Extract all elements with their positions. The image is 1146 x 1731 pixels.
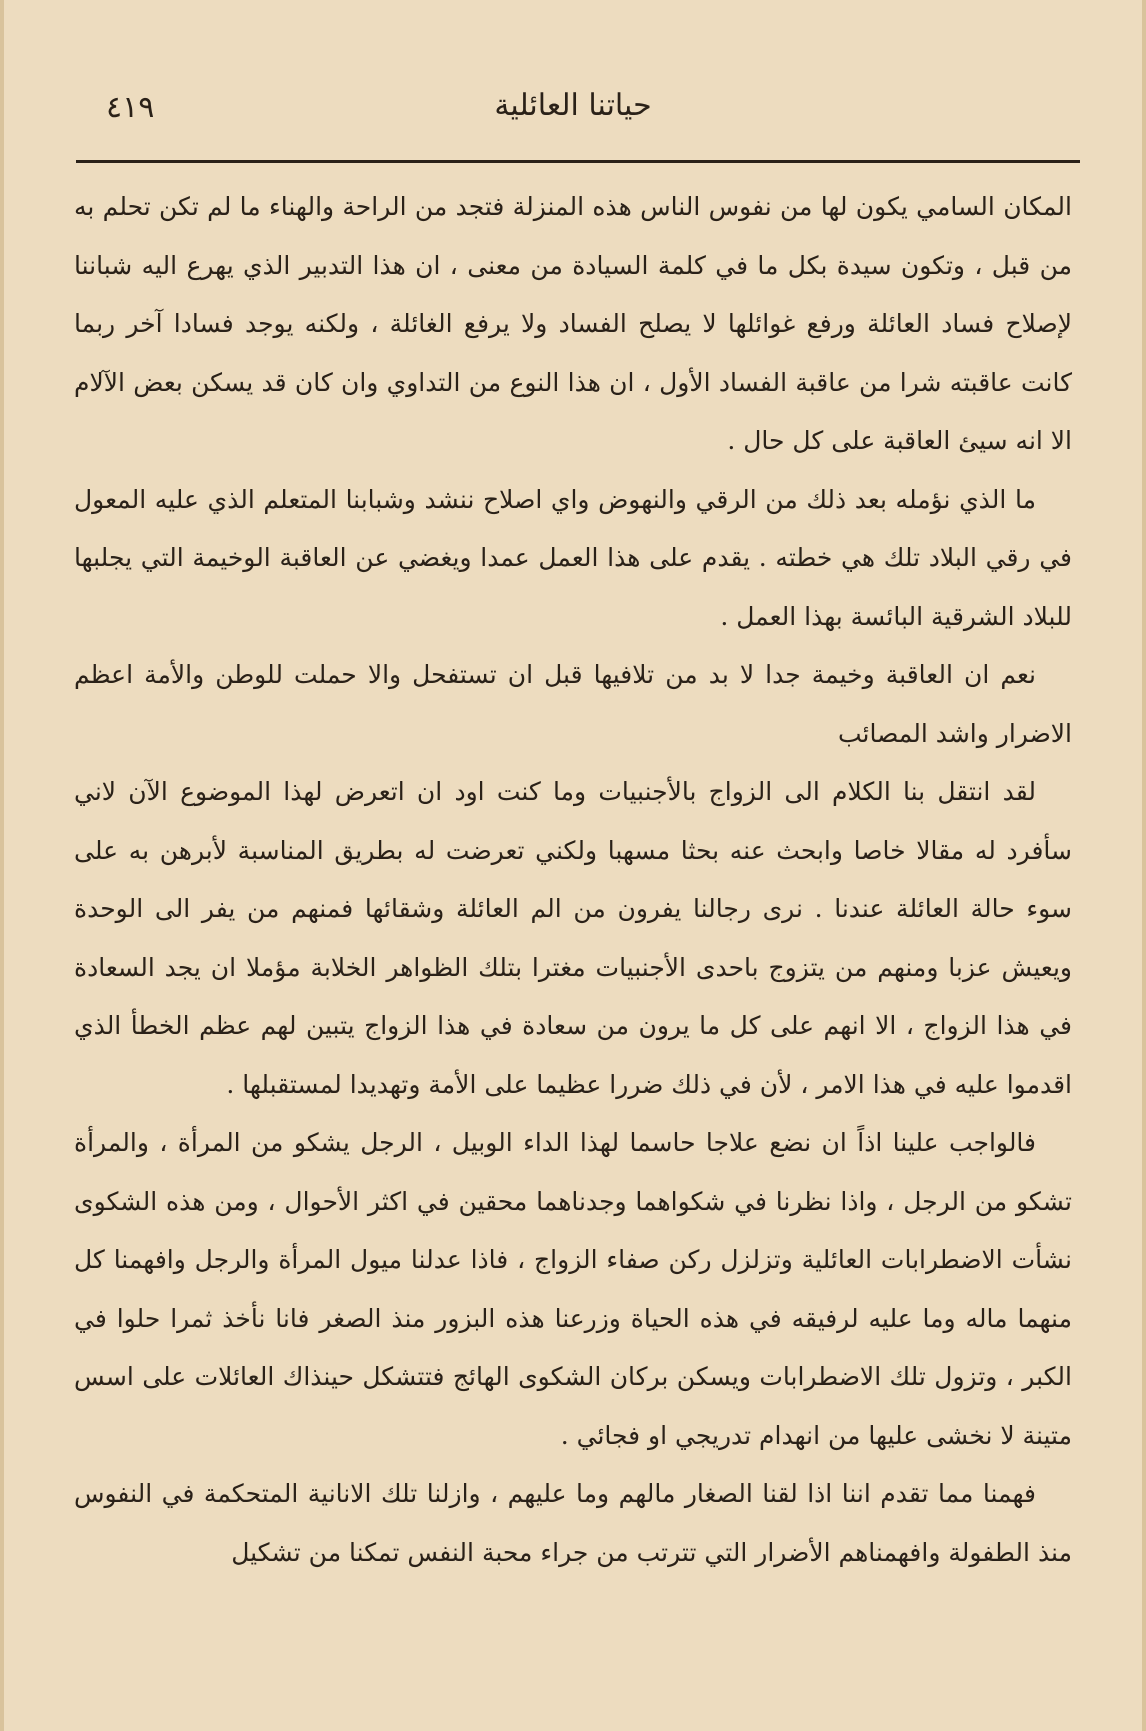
body-text: [74, 178, 1072, 1582]
running-header: [76, 88, 1070, 148]
page-number: ٤١٩: [106, 90, 155, 125]
paragraph: فهمنا مما تقدم اننا اذا لقنا الصغار مالهم وما عليهم ، وازلنا تلك الانانية المتحكمة في النفوس منذ الطفولة وافهمناهم الأضرار التي تترتب من جراء محبة النفس تمكنا من تشكيل: [74, 1479, 1072, 1567]
paragraph: المكان السامي يكون لها من نفوس الناس هذه المنزلة فتجد من الراحة والهناء ما لم تكن تحلم به من قبل ، وتكون سيدة بكل ما في كلمة السيادة من معنى ، ان هذا التدبير الذي يهرع اليه شباننا لإصلاح فساد العائلة ورفع غوائلها لا يصلح الفساد ولا يرفع الغائلة ، ولكنه يوجد فسادا آخر ربما كانت عاقبته شرا من عاقبة الفساد الأول ، ان هذا النوع من التداوي وان كان قد يسكن بعض الآلام الا انه سيئ العاقبة على كل حال .: [74, 192, 1072, 455]
running-title: حياتنا العائلية: [494, 88, 652, 123]
paragraph: ما الذي نؤمله بعد ذلك من الرقي والنهوض واي اصلاح ننشد وشبابنا المتعلم الذي عليه المعول في رقي البلاد تلك هي خطته . يقدم على هذا العمل عمدا ويغضي عن العاقبة الوخيمة التي يجلبها للبلاد الشرقية البائسة بهذا العمل .: [74, 484, 1072, 631]
paragraph: لقد انتقل بنا الكلام الى الزواج بالأجنبيات وما كنت اود ان اتعرض لهذا الموضوع الآن لاني سأفرد له مقالا خاصا وابحث عنه بحثا مسهبا ولكني تعرضت له بطريق المناسبة لأبرهن به على سوء حالة العائلة عندنا . نرى رجالنا يفرون من الم العائلة وشقائها فمنهم من يفر الى الوحدة ويعيش عزبا ومنهم من يتزوج باحدى الأجنبيات مغترا بتلك الظواهر الخلابة مؤملا ان يجد السعادة في هذا الزواج ، الا انهم على كل ما يرون من سعادة في هذا الزواج يتبين لهم عظم الخطأ الذي اقدموا عليه في هذا الامر ، لأن في ذلك ضررا عظيما على الأمة وتهديدا لمستقبلها .: [74, 777, 1072, 1099]
header-rule: [76, 160, 1080, 163]
paragraph: فالواجب علينا اذاً ان نضع علاجا حاسما لهذا الداء الوبيل ، الرجل يشكو من المرأة ، والمرأة تشكو من الرجل ، واذا نظرنا في شكواهما وجدناهما محقين في اكثر الأحوال ، ومن هذه الشكوى نشأت الاضطرابات العائلية وتزلزل ركن صفاء الزواج ، فاذا عدلنا ميول المرأة والرجل وافهمنا كل منهما ماله وما عليه لرفيقه في هذه الحياة وزرعنا هذه البزور منذ الصغر فانا نأخذ ثمرا حلوا في الكبر ، وتزول تلك الاضطرابات ويسكن بركان الشكوى الهائج فتتشكل حينذاك العائلات على اسس متينة لا نخشى عليها من انهدام تدريجي او فجائي .: [74, 1128, 1072, 1450]
paragraph: نعم ان العاقبة وخيمة جدا لا بد من تلافيها قبل ان تستفحل والا حملت للوطن والأمة اعظم الاضرار واشد المصائب: [74, 660, 1072, 748]
